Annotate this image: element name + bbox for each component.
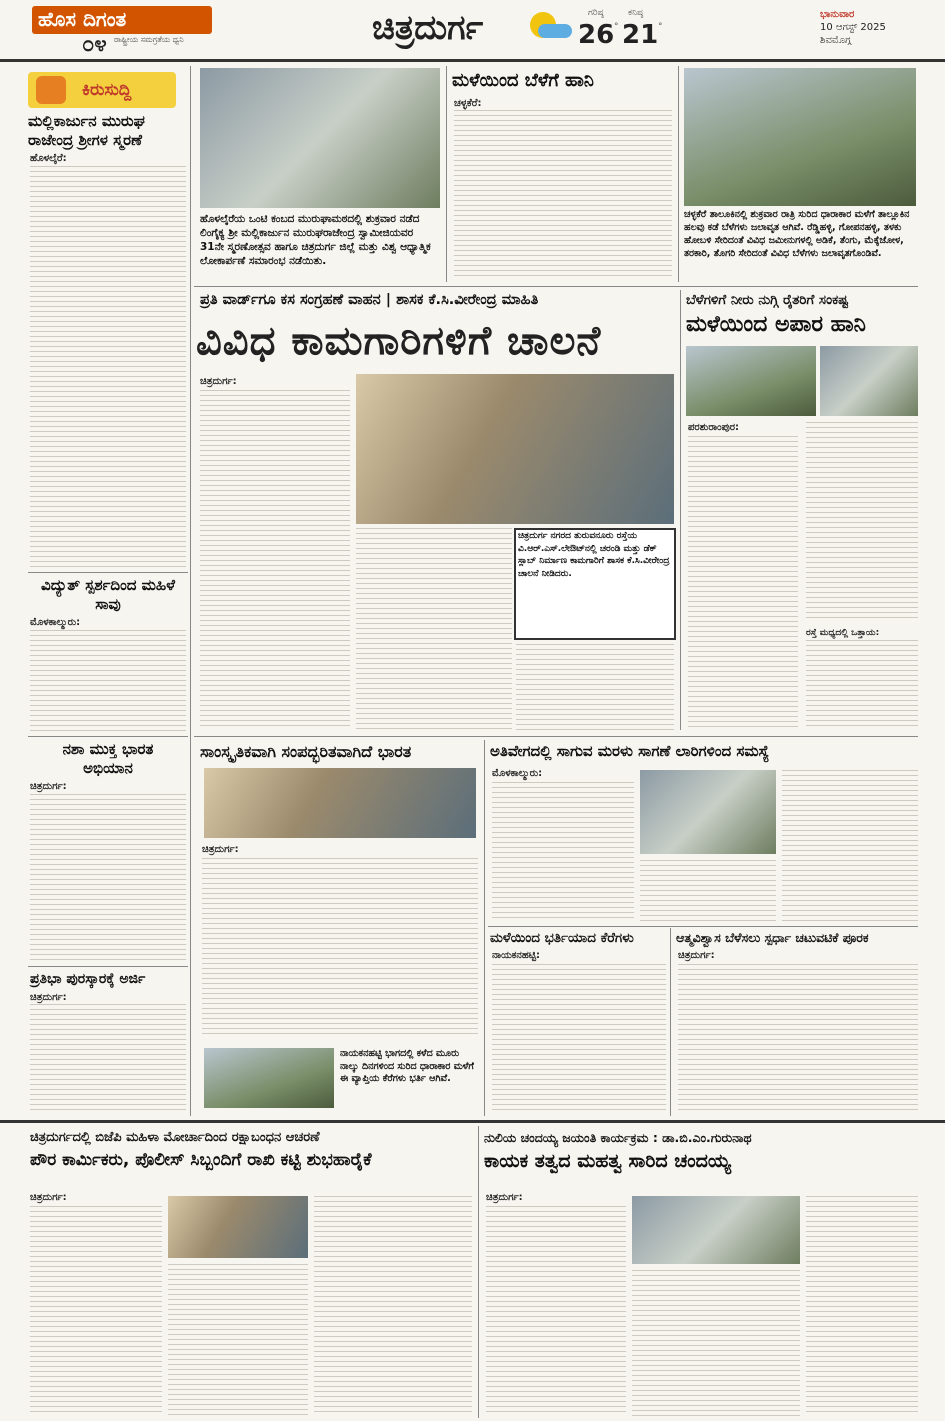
story-body (314, 1196, 472, 1416)
issue-edition: ಶಿವಮೊಗ್ಗ (820, 35, 852, 46)
issue-date (820, 8, 886, 47)
story-body (202, 858, 478, 1038)
issue-day: ಭಾನುವಾರ (820, 9, 855, 20)
crop-flood-photo (684, 68, 916, 206)
section-divider (28, 572, 188, 573)
brief-body (30, 1004, 186, 1112)
story-headline: ಅತಿವೇಗದಲ್ಲಿ ಸಾಗುವ ಮರಳು ಸಾಗಣೆ ಲಾರಿಗಳಿಂದ ಸಮಸ್ಯೆ (490, 742, 770, 760)
column-divider (190, 66, 191, 1116)
story-body (454, 110, 672, 280)
flood-photo (686, 346, 816, 416)
story-headline: ಮಳೆಯಿಂದ ಭರ್ತಿಯಾದ ಕೆರೆಗಳು (490, 930, 634, 946)
story-dateline: ಮೊಳಕಾಲ್ಮುರು: (492, 768, 543, 779)
story-body (200, 390, 350, 730)
section-divider (488, 926, 918, 927)
story-body (356, 528, 512, 730)
story-body (168, 1264, 308, 1416)
brief-headline: ವಿದ್ಯುತ್ ಸ್ಪರ್ಶದಿಂದ ಮಹಿಳೆ ಸಾವು (41, 576, 175, 613)
brief-headline: ನಶಾ ಮುಕ್ತ ಭಾರತ ಅಭಿಯಾನ (62, 740, 154, 777)
story-body (492, 782, 634, 922)
brief-body (30, 630, 186, 734)
story-headline: ಕಾಯಕ ತತ್ವದ ಮಹತ್ವ ಸಾರಿದ ಚಂದಯ್ಯ (484, 1150, 731, 1172)
photo-caption: ಚಿತ್ರದುರ್ಗ ನಗರದ ತುರುವನೂರು ರಸ್ತೆಯ ವಿ.ಆರ್.ಎಸ್.ಲೇಔಟ್‌ನಲ್ಲಿ ಚರಂಡಿ ಮತ್ತು ಡೆಕ್ ಸ್ಲಾಬ್ ನಿರ್ಮಾಣ ಕಾಮಗಾರಿಗೆ ಶಾಸಕ ಕೆ.ಸಿ.ವೀರೇಂದ್ರ ಚಾಲನೆ ನೀಡಿದರು. (518, 531, 670, 579)
section-divider (28, 966, 188, 967)
story-subhead: ರಸ್ತೆ ಮಧ್ಯದಲ್ಲಿ ಒತ್ತಾಯ: (806, 628, 880, 638)
min-temp: 21 (622, 20, 659, 50)
story-body (806, 422, 918, 622)
story-body (806, 640, 918, 730)
column-divider (478, 1126, 479, 1418)
photo-caption: ಹೊಳಲ್ಕೆರೆಯ ಒಂಟಿ ಕಂಬದ ಮುರುಘಾಮಠದಲ್ಲಿ ಶುಕ್ರವಾರ ನಡೆದ ಲಿಂಗೈಕ್ಯ ಶ್ರೀ ಮಲ್ಲಿಕಾರ್ಜುನ ಮುರುಘರಾಜೇಂದ್ರ ಸ್ವಾಮೀಜಿಯವರ 31ನೇ ಸ್ಮರಣೋತ್ಸವ ಹಾಗೂ ಚಿತ್ರದುರ್ಗ ಜಿಲ್ಲೆ ಮತ್ತು ವಿಶ್ವ ಆಧ್ಯಾತ್ಮಿಕ ಲೋಕಾರ್ಪಣೆ ಸಮಾರಂಭ ನಡೆಯಿತು. (200, 213, 431, 267)
inauguration-photo (356, 374, 674, 524)
section-divider (28, 736, 188, 737)
cloud-icon (538, 24, 572, 38)
story-headline: ಪೌರ ಕಾರ್ಮಿಕರು, ಪೊಲೀಸ್ ಸಿಬ್ಬಂದಿಗೆ ರಾಖಿ ಕಟ್ಟಿ ಶುಭಹಾರೈಕೆ (30, 1150, 372, 1170)
column-divider (446, 66, 447, 282)
max-temp-label: ಗರಿಷ್ಠ (588, 8, 604, 18)
mutt-event-photo (200, 68, 440, 208)
brief-dateline: ಚಿತ್ರದುರ್ಗ: (30, 781, 67, 792)
story-kicker: ನುಲಿಯ ಚಂದಯ್ಯ ಜಯಂತಿ ಕಾರ್ಯಕ್ರಮ : ಡಾ.ಬಿ.ಎಂ.ಗುರುನಾಥ (484, 1130, 752, 1145)
section-divider (0, 1120, 945, 1123)
story-body (782, 770, 918, 922)
page-number: ೦೪ (82, 32, 107, 57)
story-kicker: ಚಿತ್ರದುರ್ಗದಲ್ಲಿ ಬಿಜೆಪಿ ಮಹಿಳಾ ಮೋರ್ಚಾದಿಂದ ರಕ್ಷಾಬಂಧನ ಆಚರಣೆ (30, 1130, 320, 1145)
story-dateline: ಚಳ್ಳಕೆರೆ: (454, 98, 482, 109)
degree-symbol: ° (658, 22, 663, 32)
brief-dateline: ಚಿತ್ರದುರ್ಗ: (30, 992, 67, 1003)
city-title: ಚಿತ್ರದುರ್ಗ (372, 8, 484, 48)
max-temp: 26 (578, 20, 615, 50)
story-dateline: ನಾಯಕನಹಟ್ಟಿ: (492, 950, 541, 961)
story-headline: ಮಳೆಯಿಂದ ಅಪಾರ ಹಾನಿ (686, 312, 866, 337)
story-dateline: ಚಿತ್ರದುರ್ಗ: (678, 950, 715, 961)
brief-dateline: ಹೊಳಲ್ಕೆರೆ: (30, 153, 67, 164)
story-body (806, 1196, 918, 1416)
photo-caption: ಚಳ್ಳಕೆರೆ ತಾಲೂಕಿನಲ್ಲಿ ಶುಕ್ರವಾರ ರಾತ್ರಿ ಸುರಿದ ಧಾರಾಕಾರ ಮಳೆಗೆ ತಾಲ್ಲೂಕಿನ ಹಲವು ಕಡೆ ಬೆಳೆಗಳು ಜಲಾವೃತ ಆಗಿವೆ. ರೆಡ್ಡಿಹಳ್ಳಿ, ಗೋಪನಹಳ್ಳಿ, ತಳಕು ಹೋಬಳಿ ಸೇರಿದಂತೆ ವಿವಿಧ ಜಮೀನುಗಳಲ್ಲಿ ಅಡಿಕೆ, ತೆಂಗು, ಮೆಕ್ಕೆಜೋಳ, ತರಕಾರಿ, ತೊಗರಿ ಸೇರಿದಂತೆ ವಿವಿಧ ಬೆಳೆಗಳು ಜಲಾವೃತಗೊಂಡಿವೆ. (684, 209, 910, 259)
column-divider (680, 290, 681, 730)
section-divider (194, 286, 918, 287)
story-headline: ವಿವಿಧ ಕಾಮಗಾರಿಗಳಿಗೆ ಚಾಲನೆ (196, 318, 602, 364)
rakhi-photo (168, 1196, 308, 1258)
brief-headline: ಪ್ರತಿಭಾ ಪುರಸ್ಕಾರಕ್ಕೆ ಅರ್ಜಿ (30, 971, 146, 987)
story-body (486, 1206, 626, 1416)
story-headline: ಮಳೆಯಿಂದ ಬೆಳೆಗೆ ಹಾನಿ (452, 70, 594, 91)
story-dateline: ಚಿತ್ರದುರ್ಗ: (486, 1192, 523, 1203)
story-kicker: ಬೆಳೆಗಳಿಗೆ ನೀರು ನುಗ್ಗಿ ರೈತರಿಗೆ ಸಂಕಷ್ಟ (686, 292, 849, 308)
column-divider (670, 928, 671, 1116)
story-body (492, 964, 666, 1112)
sand-lorry-photo (640, 770, 776, 854)
story-kicker: ಪ್ರತಿ ವಾರ್ಡ್‌ಗೂ ಕಸ ಸಂಗ್ರಹಣೆ ವಾಹನ | ಶಾಸಕ ಕೆ.ಸಿ.ವೀರೇಂದ್ರ ಮಾಹಿತಿ (200, 292, 539, 308)
logo-tagline: ರಾಷ್ಟ್ರೀಯ ಸಮಗ್ರತೆಯ ಧ್ವನಿ (114, 35, 184, 44)
section-divider (194, 736, 918, 737)
story-dateline: ಚಿತ್ರದುರ್ಗ: (30, 1192, 67, 1203)
story-headline: ಸಾಂಸ್ಕೃತಿಕವಾಗಿ ಸಂಪದ್ಭರಿತವಾಗಿದೆ ಭಾರತ (200, 742, 412, 761)
column-divider (678, 66, 679, 282)
issue-full-date: 10 ಆಗಸ್ಟ್ 2025 (820, 22, 886, 33)
brief-dateline: ಮೊಳಕಾಲ್ಮುರು: (30, 617, 81, 628)
brief-body (30, 794, 186, 964)
brief-headline: ಮಲ್ಲಿಕಾರ್ಜುನ ಮುರುಘ ರಾಜೇಂದ್ರ ಶ್ರೀಗಳ ಸ್ಮರಣೆ (28, 112, 145, 149)
story-body (516, 644, 674, 730)
cultural-event-photo (204, 768, 476, 838)
jayanti-photo (632, 1196, 800, 1264)
story-body (640, 860, 776, 922)
story-body (688, 436, 798, 730)
hand-pointer-icon (36, 76, 66, 104)
story-body (678, 964, 918, 1112)
min-temp-label: ಕನಿಷ್ಠ (628, 8, 644, 18)
story-dateline: ಚಿತ್ರದುರ್ಗ: (202, 844, 239, 855)
story-body (632, 1270, 800, 1416)
newspaper-logo: ಹೊಸ ದಿಗಂತ (32, 6, 212, 34)
lake-photo (204, 1048, 334, 1108)
farmer-photo (820, 346, 918, 416)
story-headline: ಆತ್ಮವಿಶ್ವಾಸ ಬೆಳೆಸಲು ಸ್ಪರ್ಧಾ ಚಟುವಟಿಕೆ ಪೂರಕ (676, 930, 869, 945)
photo-caption: ನಾಯಕನಹಟ್ಟಿ ಭಾಗದಲ್ಲಿ ಕಳೆದ ಮೂರು ನಾಲ್ಕು ದಿನಗಳಿಂದ ಸುರಿದ ಧಾರಾಕಾರ ಮಳೆಗೆ ಈ ವ್ಯಾಪ್ತಿಯ ಕೆರೆಗಳು ಭರ್ತಿ ಆಗಿವೆ. (340, 1048, 474, 1084)
kirusuddi-label: ಕಿರುಸುದ್ದಿ (82, 80, 132, 100)
story-dateline: ಚಿತ್ರದುರ್ಗ: (200, 376, 237, 387)
brief-body (30, 166, 186, 570)
story-dateline: ಪರಶುರಾಂಪುರ: (688, 422, 740, 433)
degree-symbol: ° (614, 22, 619, 32)
column-divider (484, 740, 485, 1116)
story-body (30, 1206, 162, 1416)
